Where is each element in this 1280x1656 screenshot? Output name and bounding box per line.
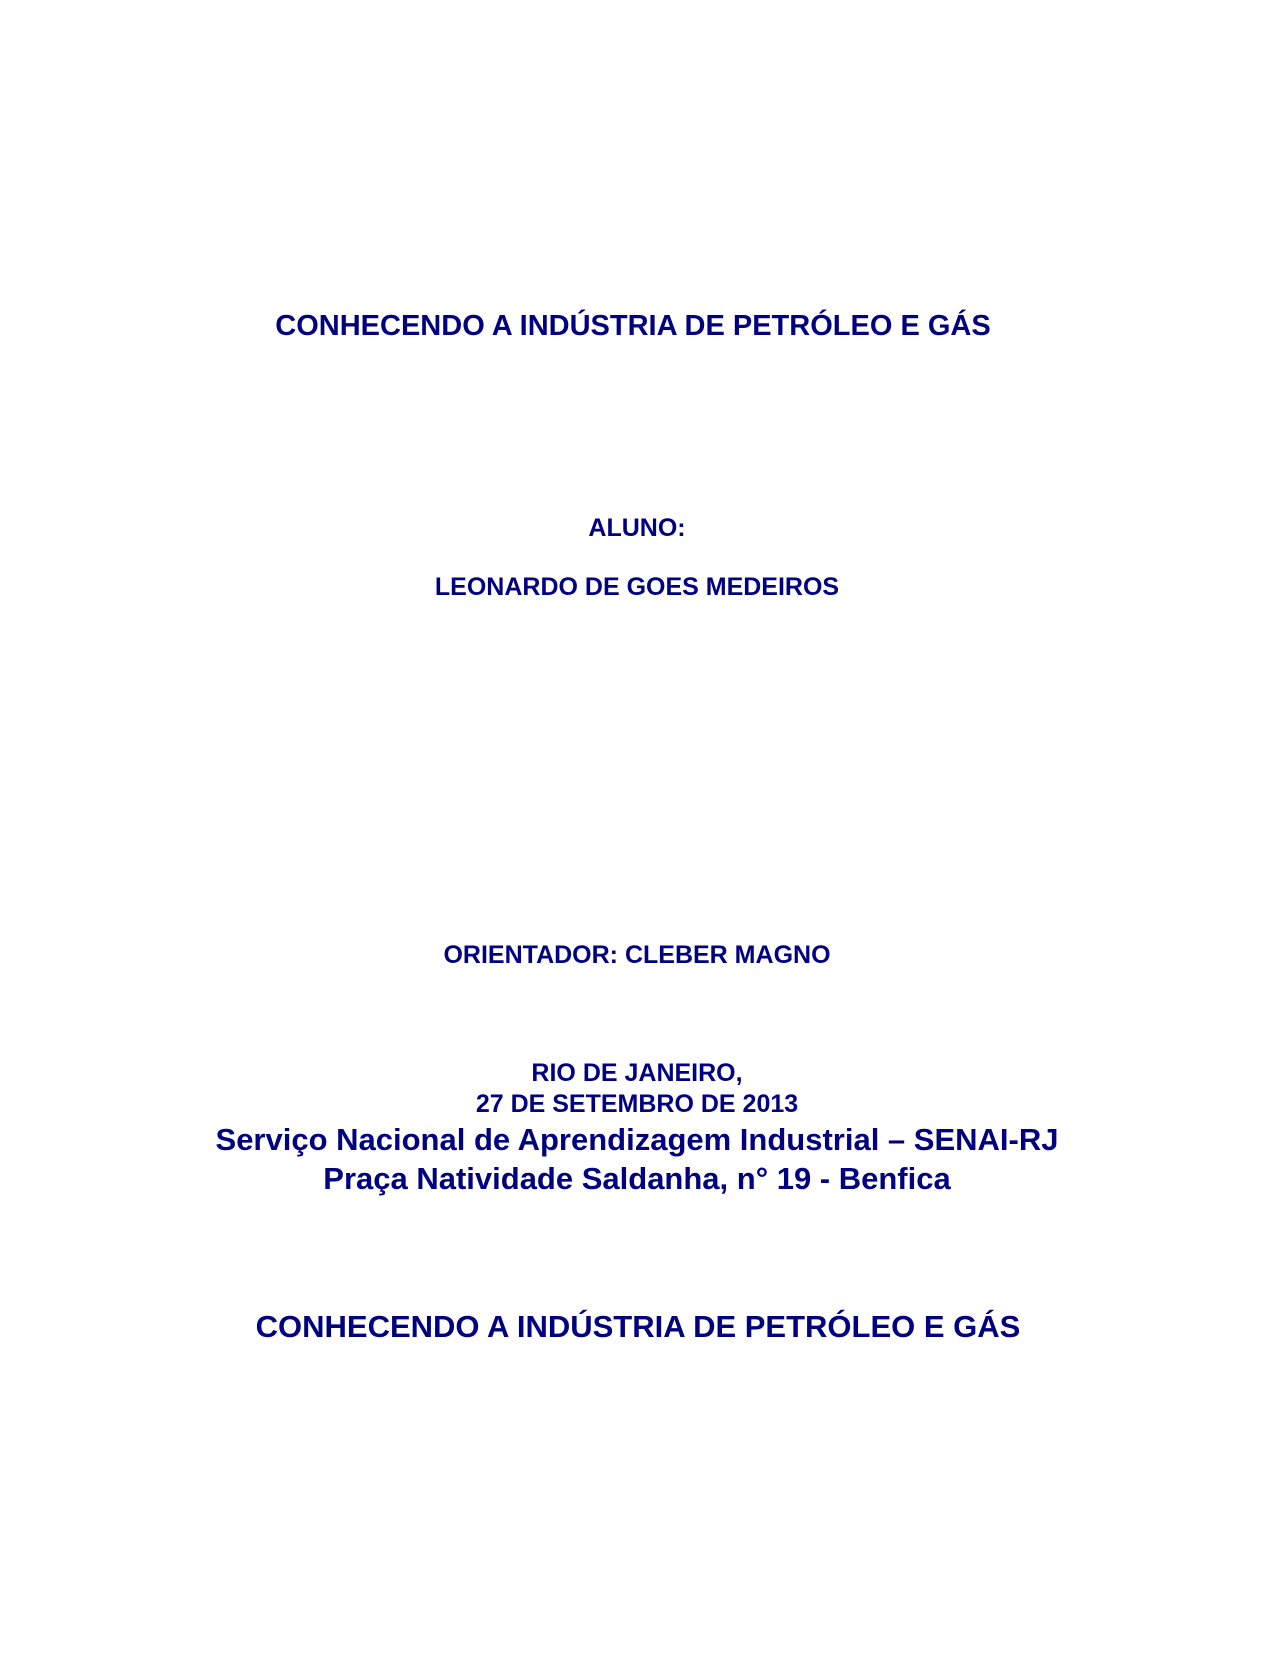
student-label: ALUNO:: [588, 514, 686, 542]
date-line: 27 DE SETEMBRO DE 2013: [475, 1090, 799, 1118]
city-line: RIO DE JANEIRO,: [531, 1059, 743, 1087]
institution-name: Serviço Nacional de Aprendizagem Industrial – SENAI-RJ: [215, 1122, 1059, 1157]
student-name: LEONARDO DE GOES MEDEIROS: [434, 573, 840, 601]
institution-address: Praça Natividade Saldanha, n° 19 - Benfica: [323, 1161, 951, 1196]
document-title-repeat: CONHECENDO A INDÚSTRIA DE PETRÓLEO E GÁS: [255, 1309, 1021, 1344]
advisor-line: ORIENTADOR: CLEBER MAGNO: [443, 941, 831, 969]
document-title: CONHECENDO A INDÚSTRIA DE PETRÓLEO E GÁS: [275, 310, 991, 342]
